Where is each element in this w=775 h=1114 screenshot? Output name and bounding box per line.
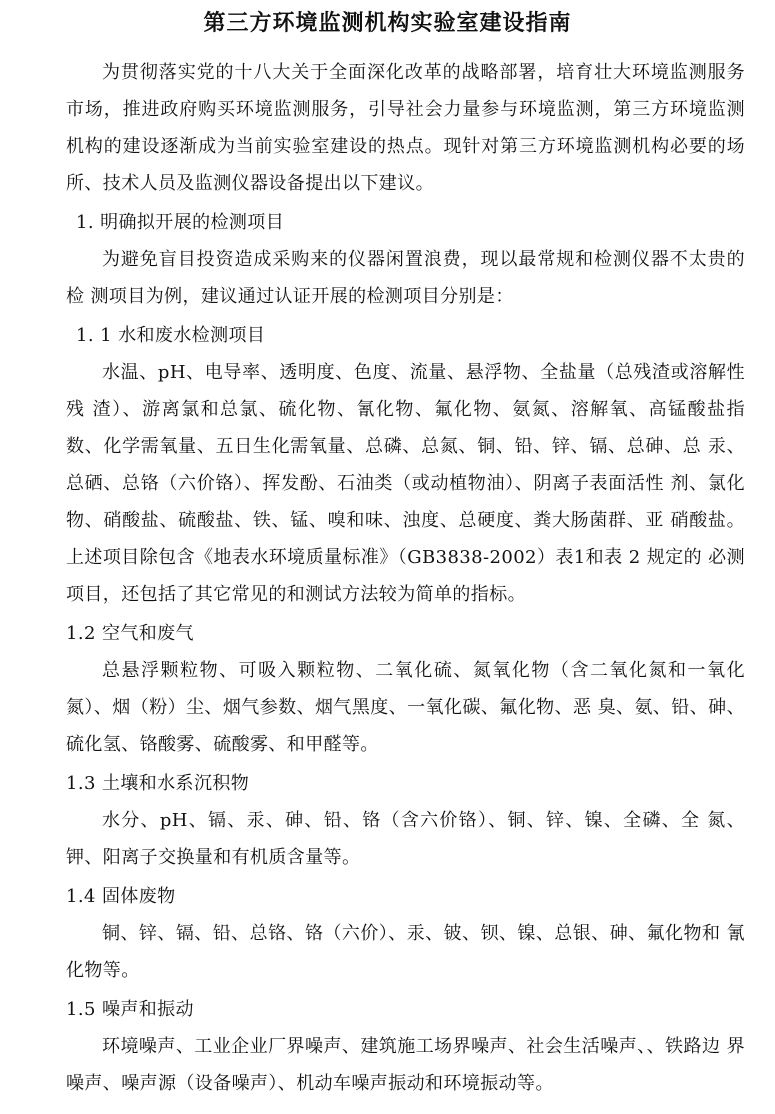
subsection-text-noise: 环境噪声、工业企业厂界噪声、建筑施工场界噪声、社会生活噪声、、铁路边 界噪声、噪声源（设备噪声）、机动车噪声振动和环境振动等。 [66, 1036, 745, 1094]
subsection-text-solid-waste: 铜、锌、镉、铅、总铬、铬（六价）、汞、铍、钡、镍、总银、砷、氟化物和 氰化物等。 [66, 923, 745, 981]
section-heading-1: 1. 明确拟开展的检测项目 [76, 212, 285, 233]
subsection-heading-noise: 1.5 噪声和振动 [66, 999, 194, 1020]
document-title: 第三方环境监测机构实验室建设指南 [203, 10, 572, 36]
subsection-heading-water: 1. 1 水和废水检测项目 [76, 325, 266, 346]
subsection-heading-soil: 1.3 土壤和水系沉积物 [66, 773, 250, 794]
subsection-heading-air: 1.2 空气和废气 [66, 623, 194, 644]
subsection-text-water: 水温、pH、电导率、透明度、色度、流量、悬浮物、全盐量（总残渣或溶解性残 渣）、游离氯和总氯、硫化物、氰化物、氟化物、氨氮、溶解氧、高锰酸盐指 数、化学需氧量、五日生化需氧量、总磷、总氮、铜、铅、锌、镉、总砷、总 汞、总硒、总铬（六价铬）、挥发酚、石油类（或动植物油）、阴离子表面活性 剂、氯化物、硝酸盐、硫酸盐、铁、锰、嗅和味、浊度、总硬度、粪大肠菌群、亚 硝酸盐。上述项目除包含《地表水环境质量标准》（GB3838-2002）表1和表 2 规定的 必测项目，还包括了其它常见的和测试方法较为简单的指标。 [66, 362, 745, 605]
subsection-text-air: 总悬浮颗粒物、可吸入颗粒物、二氧化硫、氮氧化物（含二氧化氮和一氧化氮）、烟（粉）尘、烟气参数、烟气黑度、一氧化碳、氟化物、恶 臭、氨、铅、砷、硫化氢、铬酸雾、硫酸雾、和甲醛等。 [66, 660, 745, 755]
subsection-text-soil: 水分、pH、镉、汞、砷、铅、铬（含六价铬）、铜、锌、镍、全磷、全 氮、钾、阳离子交换量和有机质含量等。 [66, 810, 745, 868]
intro-paragraph: 为贯彻落实党的十八大关于全面深化改革的战略部署，培育壮大环境监测服务 市场，推进政府购买环境监测服务，引导社会力量参与环境监测，第三方环境监测 机构的建设逐渐成为当前实验室建设的热点。现针对第三方环境监测机构必要的场 所、技术人员及监测仪器设备提出以下建议。 [66, 62, 745, 194]
section-text-1: 为避免盲目投资造成采购来的仪器闲置浪费，现以最常规和检测仪器不太贵的检 测项目为例，建议通过认证开展的检测项目分别是： [66, 249, 745, 307]
subsection-heading-solid-waste: 1.4 固体废物 [66, 886, 176, 907]
